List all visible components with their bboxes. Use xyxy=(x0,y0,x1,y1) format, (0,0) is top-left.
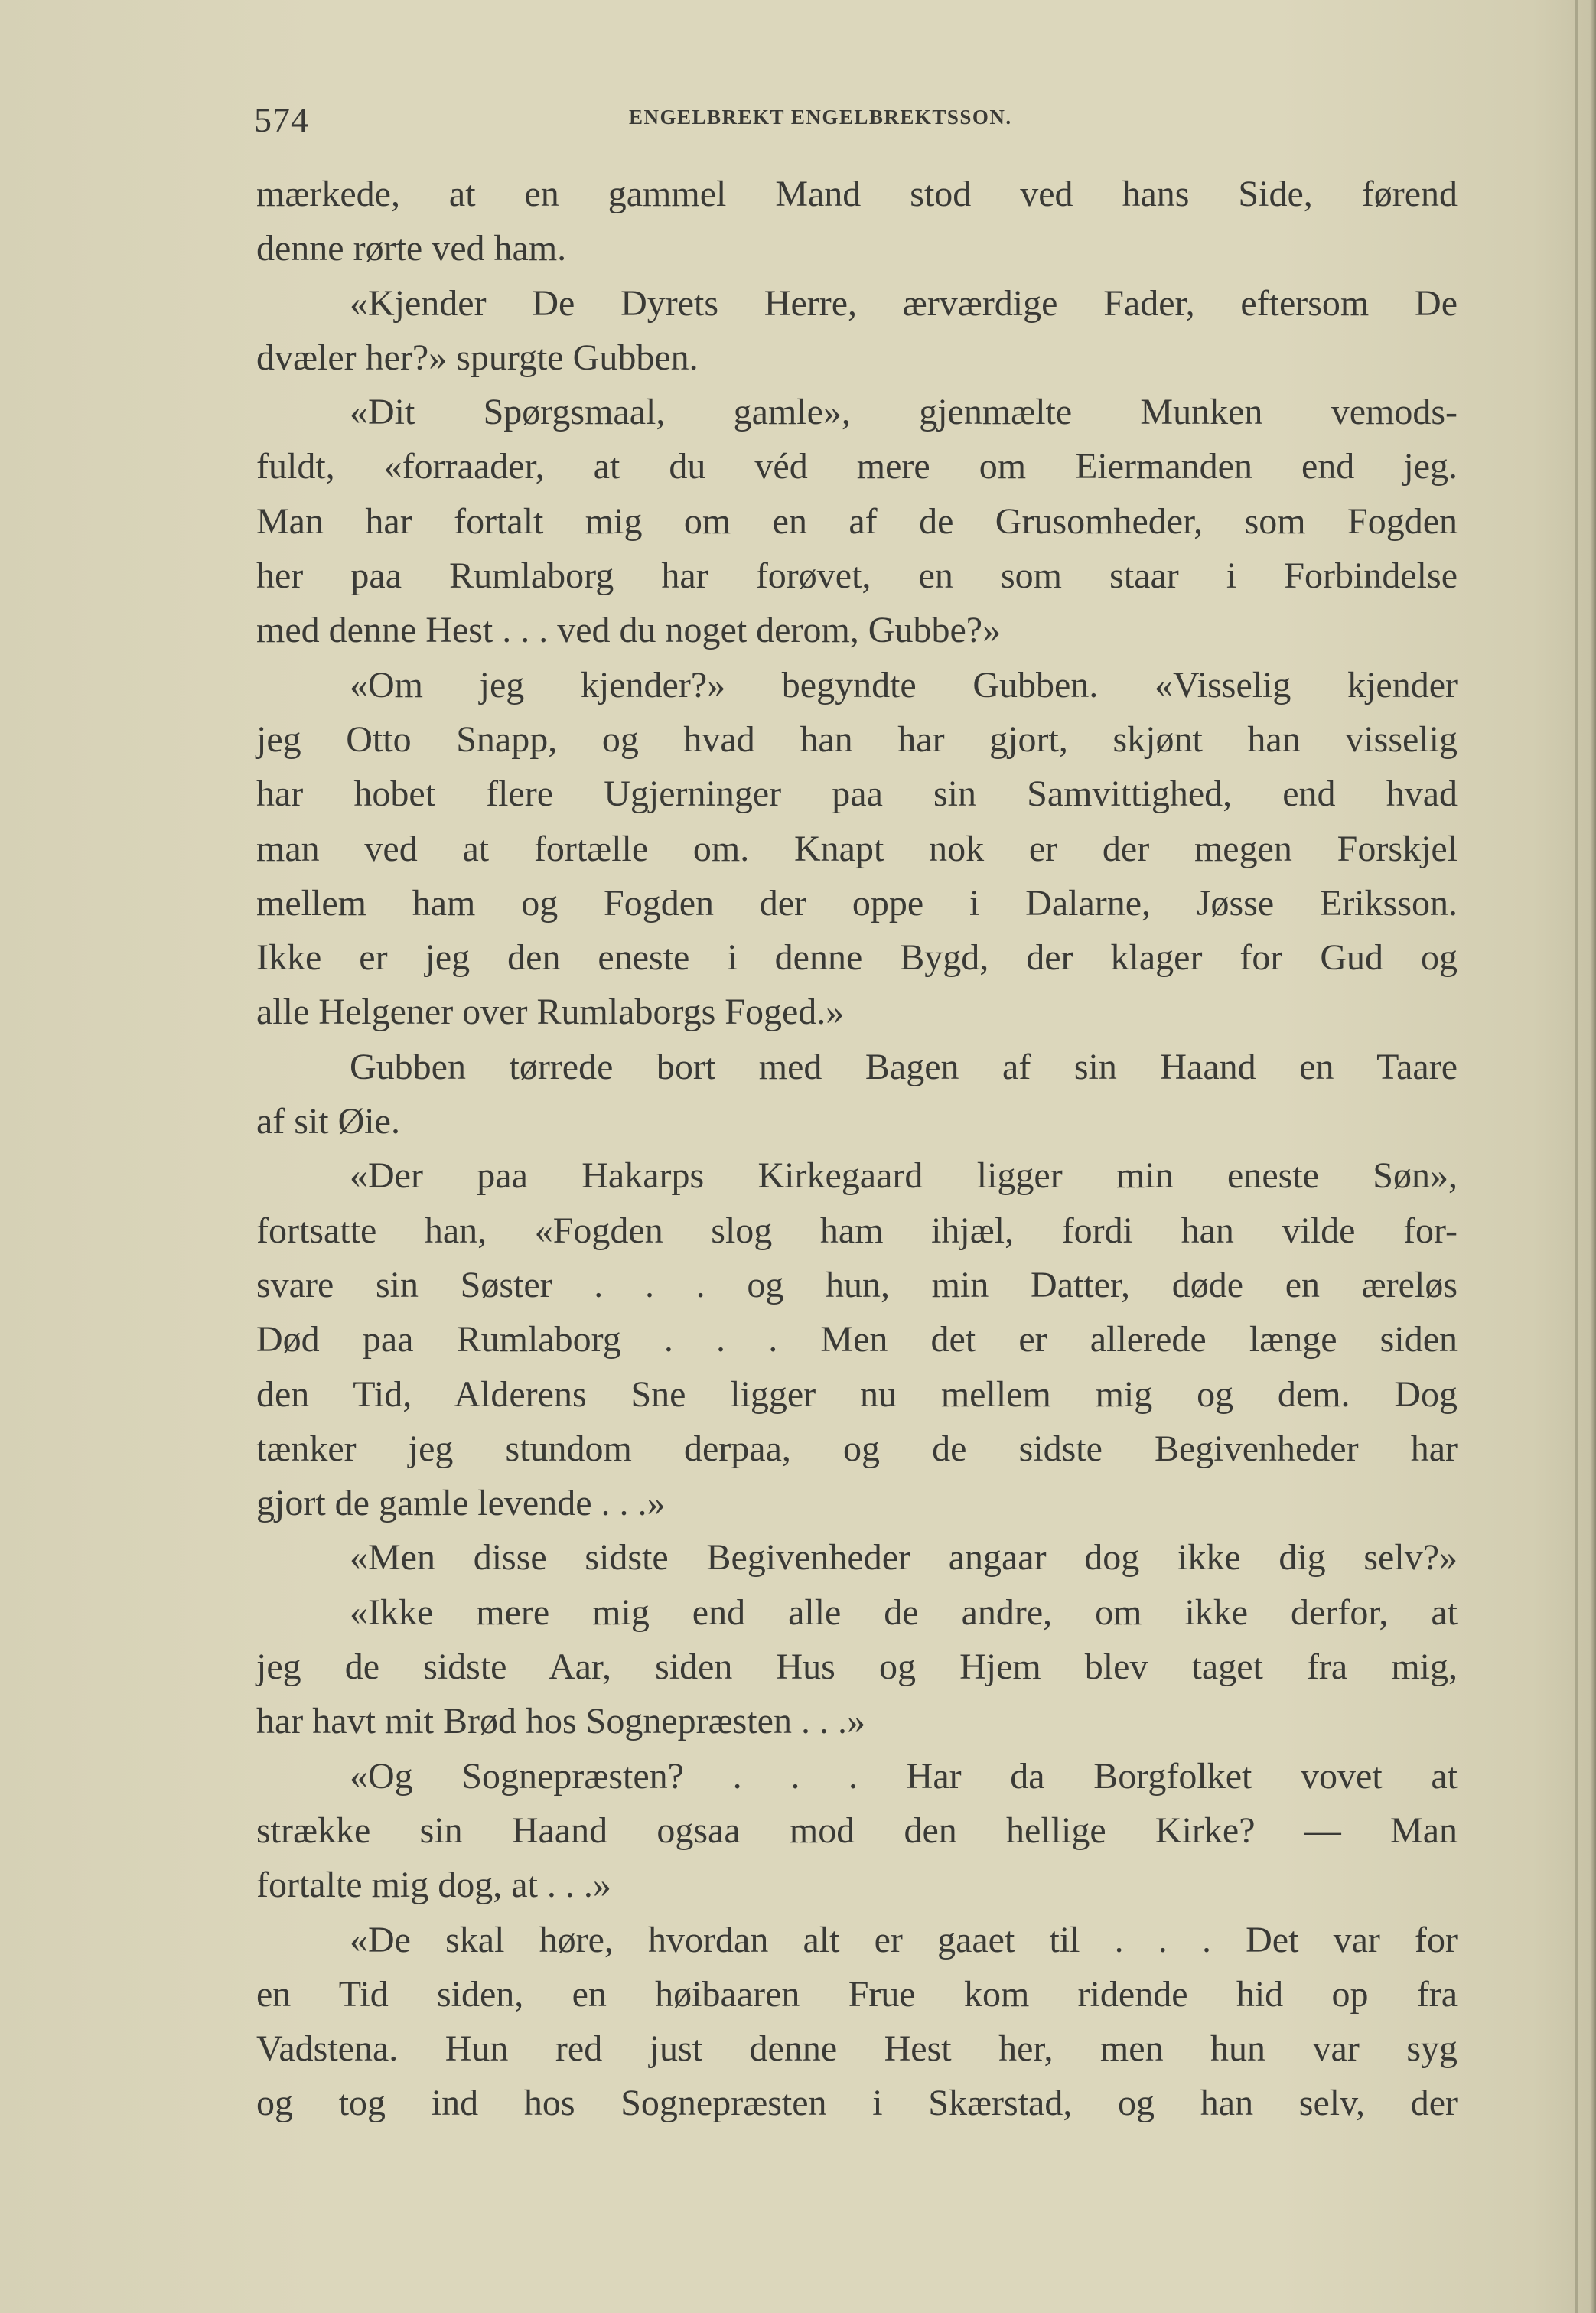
page-number: 574 xyxy=(254,100,309,139)
text-line: dvæler her?» spurgte Gubben. xyxy=(256,337,699,378)
text-line: den Tid, Alderens Sne ligger nu mellem mig og dem. Dog xyxy=(256,1373,1458,1415)
text-line: Ikke er jeg den eneste i denne Bygd, der klager for Gud og xyxy=(256,937,1458,979)
text-line: en Tid siden, en høibaaren Frue kom ridende hid op fra xyxy=(256,1973,1458,2015)
text-line: har havt mit Brød hos Sognepræsten . . .» xyxy=(256,1701,865,1742)
text-line: alle Helgener over Rumlaborgs Foged.» xyxy=(256,992,845,1033)
text-line: fortsatte han, «Fogden slog ham ihjæl, fordi han vilde for- xyxy=(256,1210,1458,1251)
text-line: «Men disse sidste Begivenheder angaar dog ikke dig selv?» xyxy=(350,1537,1458,1578)
text-line: mærkede, at en gammel Mand stod ved hans Side, førend xyxy=(256,174,1458,214)
text-line: «Om jeg kjender?» begyndte Gubben. «Visselig kjender xyxy=(350,664,1458,705)
text-line: «Der paa Hakarps Kirkegaard ligger min eneste Søn», xyxy=(350,1155,1458,1197)
text-line: «Og Sognepræsten? . . . Har da Borgfolket vovet at xyxy=(350,1755,1458,1797)
text-line: og tog ind hos Sognepræsten i Skærstad, og han selv, der xyxy=(256,2083,1458,2124)
text-line: mellem ham og Fogden der oppe i Dalarne, Jøsse Eriksson. xyxy=(256,882,1458,924)
text-line: denne rørte ved ham. xyxy=(256,228,567,269)
text-line: af sit Øie. xyxy=(256,1101,400,1142)
text-line: gjort de gamle levende . . .» xyxy=(256,1483,666,1524)
text-line: «Ikke mere mig end alle de andre, om ikke derfor, at xyxy=(350,1591,1458,1633)
text-line: «De skal høre, hvordan alt er gaaet til . . . Det var for xyxy=(350,1919,1458,1960)
text-line: «Kjender De Dyrets Herre, ærværdige Fader, eftersom De xyxy=(350,282,1458,324)
running-title: ENGELBREKT ENGELBREKTSSON. xyxy=(629,106,1012,129)
text-line: Død paa Rumlaborg . . . Men det er allerede længe siden xyxy=(256,1319,1458,1360)
text-line: har hobet flere Ugjerninger paa sin Samvittighed, end hvad xyxy=(256,774,1458,815)
text-line: fortalte mig dog, at . . .» xyxy=(256,1865,611,1906)
body-text xyxy=(256,167,1458,2131)
text-line: Man har fortalt mig om en af de Grusomheder, som Fogden xyxy=(256,500,1458,542)
page-edge xyxy=(1590,0,1596,2313)
text-line: «Dit Spørgsmaal, gamle», gjenmælte Munken vemods- xyxy=(350,392,1458,433)
text-line: man ved at fortælle om. Knapt nok er der megen Forskjel xyxy=(256,828,1458,869)
text-line: Gubben tørrede bort med Bagen af sin Haand en Taare xyxy=(350,1046,1458,1087)
text-line: med denne Hest . . . ved du noget derom, Gubbe?» xyxy=(256,610,1002,651)
text-line: strække sin Haand ogsaa mod den hellige Kirke? — Man xyxy=(256,1810,1458,1851)
page-fold-shadow xyxy=(1575,0,1578,2313)
text-line: her paa Rumlaborg har forøvet, en som staar i Forbindelse xyxy=(256,555,1458,597)
text-line: tænker jeg stundom derpaa, og de sidste Begivenheder har xyxy=(256,1428,1458,1469)
text-line: jeg de sidste Aar, siden Hus og Hjem blev taget fra mig, xyxy=(256,1647,1458,1688)
page-header xyxy=(254,99,1457,138)
text-line: Vadstena. Hun red just denne Hest her, men hun var syg xyxy=(256,2028,1458,2070)
text-line: fuldt, «forraader, at du véd mere om Eiermanden end jeg. xyxy=(256,446,1458,487)
text-line: jeg Otto Snapp, og hvad han har gjort, skjønt han visselig xyxy=(256,718,1458,760)
text-line: svare sin Søster . . . og hun, min Datter, døde en æreløs xyxy=(256,1264,1458,1305)
